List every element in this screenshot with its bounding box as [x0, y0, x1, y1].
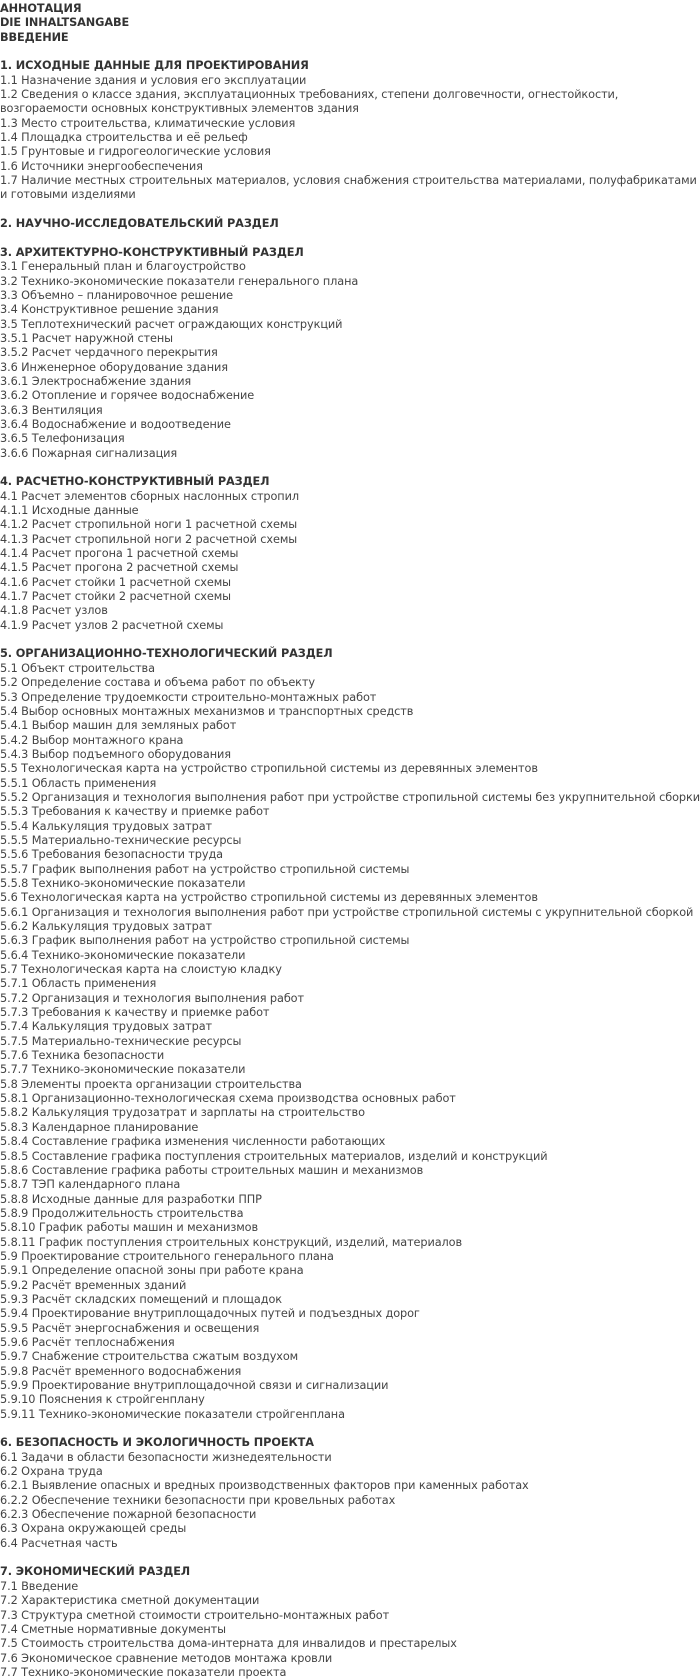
toc-entry: 5.7.1 Область применения	[0, 977, 157, 991]
section-heading: 1. ИСХОДНЫЕ ДАННЫЕ ДЛЯ ПРОЕКТИРОВАНИЯ	[0, 59, 309, 73]
toc-entry: 4.1.1 Исходные данные	[0, 504, 139, 518]
toc-entry: 5.7.2 Организация и технология выполнения работ	[0, 991, 304, 1005]
toc-entry: 1.6 Источники энергообеспечения	[0, 159, 203, 173]
toc-entry: 3.4 Конструктивное решение здания	[0, 303, 219, 317]
toc-entry: 5.5.5 Материально-технические ресурсы	[0, 833, 242, 847]
toc-entry: 5.3 Определение трудоемкости строительно-монтажных работ	[0, 690, 377, 704]
section-heading: 7. ЭКОНОМИЧЕСКИЙ РАЗДЕЛ	[0, 1565, 191, 1579]
toc-entry: 5.6.4 Технико-экономические показатели	[0, 948, 246, 962]
toc-entry: 5.5.3 Требования к качеству и приемке работ	[0, 805, 270, 819]
toc-entry: 1.2 Сведения о классе здания, эксплуатационных требованиях, степени долговечности, огнестойкости, возгораемости основных конструктивных элементов здания	[0, 88, 619, 116]
toc-entry: 5.7.3 Требования к качеству и приемке работ	[0, 1006, 270, 1020]
toc-entry: 3.3 Объемно – планировочное решение	[0, 288, 234, 302]
toc-entry: 3.6.5 Телефонизация	[0, 432, 125, 446]
section-heading: 2. НАУЧНО-ИССЛЕДОВАТЕЛЬСКИЙ РАЗДЕЛ	[0, 217, 279, 231]
toc-entry: 1.7 Наличие местных строительных материалов, условия снабжения строительства материалами, полуфабрикатами и готовыми изделиями	[0, 174, 697, 202]
toc-entry: 6.2 Охрана труда	[0, 1465, 103, 1479]
toc-entry: 4.1.4 Расчет прогона 1 расчетной схемы	[0, 547, 239, 561]
toc-entry: 5.9.2 Расчёт временных зданий	[0, 1278, 187, 1292]
toc-entry: 4.1.8 Расчет узлов	[0, 604, 108, 618]
toc-entry: 6.4 Расчетная часть	[0, 1536, 118, 1550]
toc-entry: 5.4.1 Выбор машин для земляных работ	[0, 719, 237, 733]
section-gap	[0, 45, 700, 59]
toc-entry: 5.9.10 Пояснения к стройгенплану	[0, 1393, 205, 1407]
toc-entry: 3.6.6 Пожарная сигнализация	[0, 446, 178, 460]
toc-entry: 7.7 Технико-экономические показатели проекта	[0, 1665, 287, 1679]
toc-entry: 7.6 Экономическое сравнение методов монтажа кровли	[0, 1651, 333, 1665]
toc-entry: 5.6.2 Калькуляция трудовых затрат	[0, 920, 212, 933]
toc-entry: 6.1 Задачи в области безопасности жизнедеятельности	[0, 1450, 332, 1464]
toc-entry: 5.6.3 График выполнения работ на устройство стропильной системы	[0, 934, 410, 948]
toc-entry: 5.5.1 Область применения	[0, 776, 157, 790]
toc-entry: 3.6.4 Водоснабжение и водоотведение	[0, 417, 231, 431]
toc-entry: 3.6.2 Отопление и горячее водоснабжение	[0, 389, 255, 403]
toc-entry: 3.5.1 Расчет наружной стены	[0, 331, 173, 345]
toc-entry: 5.4.3 Выбор подъемного оборудования	[0, 747, 231, 761]
toc-entry: 5.4 Выбор основных монтажных механизмов и транспортных средств	[0, 704, 414, 718]
toc-entry: 6.2.3 Обеспечение пожарной безопасности	[0, 1508, 257, 1522]
toc-entry: 6.2.2 Обеспечение техники безопасности при кровельных работах	[0, 1493, 396, 1507]
toc-entry: 5.1 Объект строительства	[0, 661, 155, 675]
toc-entry: 1.1 Назначение здания и условия его эксплуатации	[0, 73, 307, 87]
section-gap	[0, 1551, 700, 1565]
toc-entry: 5.8.9 Продолжительность строительства	[0, 1206, 244, 1220]
section-gap	[0, 633, 700, 647]
toc-entry: 5.8 Элементы проекта организации строительства	[0, 1077, 302, 1091]
toc-entry: 5.7.6 Техника безопасности	[0, 1049, 165, 1063]
toc-entry: 5.9 Проектирование строительного генерального плана	[0, 1249, 334, 1263]
section-gap	[0, 461, 700, 475]
toc-entry: 6.2.1 Выявление опасных и вредных производственных факторов при каменных работах	[0, 1479, 529, 1493]
toc-entry: 5.8.6 Составление графика работы строительных машин и механизмов	[0, 1163, 424, 1177]
toc-entry: 5.7.4 Калькуляция трудовых затрат	[0, 1020, 212, 1034]
toc-entry: 6.3 Охрана окружающей среды	[0, 1522, 187, 1536]
toc-entry: 5.9.8 Расчёт временного водоснабжения	[0, 1364, 242, 1378]
toc-entry: 3.2 Технико-экономические показатели генерального плана	[0, 274, 359, 288]
toc-entry: 7.2 Характеристика сметной документации	[0, 1594, 260, 1608]
toc-entry: 5.7 Технологическая карта на слоистую кладку	[0, 963, 282, 977]
section-gap	[0, 203, 700, 217]
section-heading: 4. РАСЧЕТНО-КОНСТРУКТИВНЫЙ РАЗДЕЛ	[0, 475, 270, 489]
toc-entry: 1.4 Площадка строительства и её рельеф	[0, 131, 248, 145]
toc-front-introduction: ВВЕДЕНИЕ	[0, 30, 69, 44]
toc-front-annotation: АННОТАЦИЯ	[0, 2, 82, 15]
toc-entry: 7.4 Сметные нормативные документы	[0, 1622, 226, 1636]
toc-entry: 5.6.1 Организация и технология выполнения работ при устройстве стропильной системы с укрупнительной сборкой	[0, 905, 694, 919]
toc-entry: 1.5 Грунтовые и гидрогеологические условия	[0, 145, 271, 159]
toc-entry: 5.9.7 Снабжение строительства сжатым воздухом	[0, 1350, 299, 1364]
section-heading: 6. БЕЗОПАСНОСТЬ И ЭКОЛОГИЧНОСТЬ ПРОЕКТА	[0, 1436, 314, 1450]
toc-entry: 5.8.4 Составление графика изменения численности работающих	[0, 1135, 386, 1149]
toc-entry: 5.9.6 Расчёт теплоснабжения	[0, 1335, 175, 1349]
toc-entry: 5.5.6 Требования безопасности труда	[0, 848, 223, 862]
toc-entry: 5.8.2 Калькуляция трудозатрат и зарплаты на строительство	[0, 1106, 365, 1120]
toc-entry: 7.3 Структура сметной стоимости строительно-монтажных работ	[0, 1608, 390, 1622]
toc-entry: 4.1.6 Расчет стойки 1 расчетной схемы	[0, 575, 231, 589]
toc-entry: 5.9.4 Проектирование внутриплощадочных путей и подъездных дорог	[0, 1307, 420, 1321]
toc-entry: 5.8.3 Календарное планирование	[0, 1120, 199, 1134]
toc-entry: 5.5.4 Калькуляция трудовых затрат	[0, 819, 212, 833]
toc-entry: 5.5 Технологическая карта на устройство стропильной системы из деревянных элементов	[0, 762, 538, 776]
toc-entry: 5.9.3 Расчёт складских помещений и площадок	[0, 1292, 283, 1306]
toc-entry: 5.8.1 Организационно-технологическая схема производства основных работ	[0, 1092, 456, 1106]
toc-entry: 5.5.2 Организация и технология выполнения работ при устройстве стропильной системы без укрупнительной сборки	[0, 790, 700, 804]
toc-entry: 5.8.5 Составление графика поступления строительных материалов, изделий и конструкций	[0, 1149, 548, 1163]
toc-entry: 5.8.11 График поступления строительных конструкций, изделий, материалов	[0, 1235, 463, 1249]
toc-entry: 3.5.2 Расчет чердачного перекрытия	[0, 346, 218, 360]
toc-entry: 4.1.3 Расчет стропильной ноги 2 расчетной схемы	[0, 532, 298, 546]
toc-entry: 4.1.9 Расчет узлов 2 расчетной схемы	[0, 618, 224, 632]
toc-entry: 3.6.3 Вентиляция	[0, 403, 103, 417]
toc-entry: 1.3 Место строительства, климатические условия	[0, 116, 296, 130]
toc-entry: 3.1 Генеральный план и благоустройство	[0, 260, 246, 274]
toc-entry: 5.2 Определение состава и объема работ по объекту	[0, 676, 315, 690]
toc-entry: 5.7.5 Материально-технические ресурсы	[0, 1034, 242, 1048]
section-heading: 3. АРХИТЕКТУРНО-КОНСТРУКТИВНЫЙ РАЗДЕЛ	[0, 245, 304, 259]
toc-entry: 4.1.5 Расчет прогона 2 расчетной схемы	[0, 561, 239, 575]
toc-entry: 5.9.1 Определение опасной зоны при работе крана	[0, 1264, 304, 1278]
section-heading: 5. ОРГАНИЗАЦИОННО-ТЕХНОЛОГИЧЕСКИЙ РАЗДЕЛ	[0, 647, 333, 661]
table-of-contents	[0, 2, 700, 1680]
toc-entry: 5.8.7 ТЭП календарного плана	[0, 1178, 181, 1192]
toc-entry: 7.5 Стоимость строительства дома-интерната для инвалидов и престарелых	[0, 1637, 457, 1651]
toc-entry: 5.8.8 Исходные данные для разработки ППР	[0, 1192, 262, 1206]
toc-entry: 5.8.10 График работы машин и механизмов	[0, 1221, 259, 1235]
toc-entry: 5.5.7 График выполнения работ на устройство стропильной системы	[0, 862, 410, 876]
toc-sections	[0, 45, 700, 1680]
toc-entry: 5.4.2 Выбор монтажного крана	[0, 733, 184, 747]
toc-entry: 3.6.1 Электроснабжение здания	[0, 374, 192, 388]
toc-entry: 5.9.11 Технико-экономические показатели стройгенплана	[0, 1407, 345, 1421]
section-gap	[0, 232, 700, 246]
toc-entry: 5.7.7 Технико-экономические показатели	[0, 1063, 246, 1077]
toc-front-inhaltsangabe: DIE INHALTSANGABE	[0, 16, 130, 30]
toc-entry: 4.1.7 Расчет стойки 2 расчетной схемы	[0, 590, 231, 604]
toc-entry: 5.9.9 Проектирование внутриплощадочной связи и сигнализации	[0, 1379, 389, 1392]
toc-entry: 3.6 Инженерное оборудование здания	[0, 360, 228, 374]
toc-entry: 5.5.8 Технико-экономические показатели	[0, 876, 246, 890]
toc-entry: 5.6 Технологическая карта на устройство стропильной системы из деревянных элементов	[0, 891, 538, 905]
toc-entry: 5.9.5 Расчёт энергоснабжения и освещения	[0, 1321, 260, 1335]
section-gap	[0, 1422, 700, 1436]
toc-entry: 7.1 Введение	[0, 1579, 79, 1593]
toc-entry: 4.1.2 Расчет стропильной ноги 1 расчетной схемы	[0, 518, 298, 532]
toc-entry: 4.1 Расчет элементов сборных наслонных стропил	[0, 489, 299, 503]
toc-entry: 3.5 Теплотехнический расчет ограждающих конструкций	[0, 317, 343, 331]
